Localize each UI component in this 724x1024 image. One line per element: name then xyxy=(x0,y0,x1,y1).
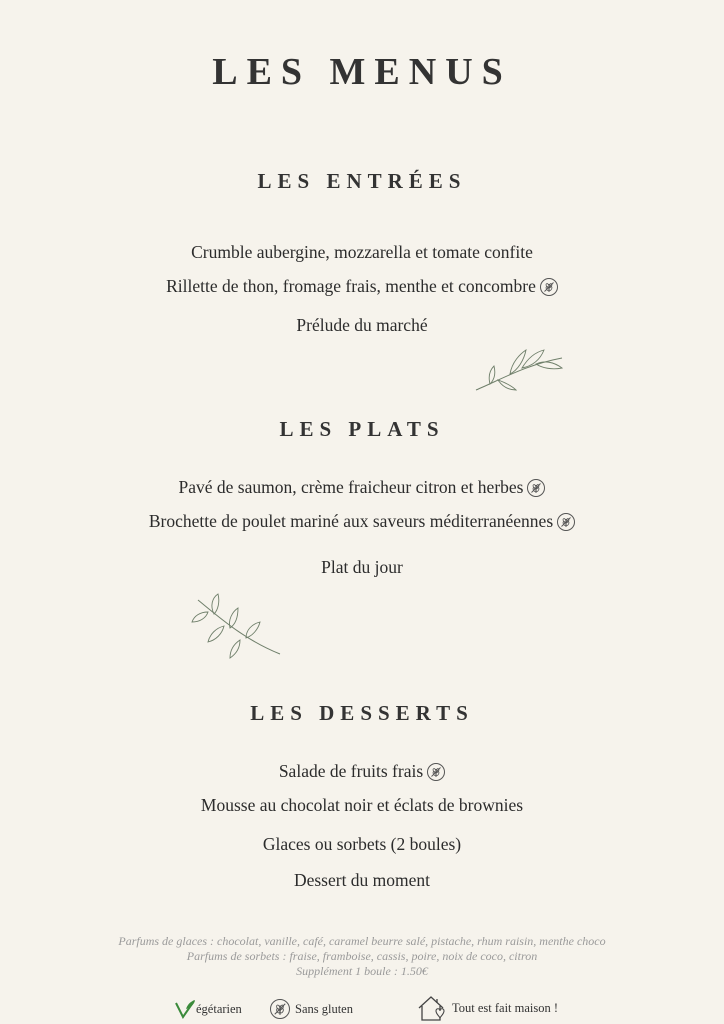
section-heading-entrees: LES ENTRÉES xyxy=(257,169,467,193)
menu-item xyxy=(0,276,724,297)
menu-item xyxy=(0,870,724,891)
legend-gluten-free xyxy=(270,998,353,1020)
menu-item xyxy=(0,795,724,816)
section-heading-plats: LES PLATS xyxy=(279,417,445,441)
menu-item-label: Crumble aubergine, mozzarella et tomate confite xyxy=(191,242,533,262)
wheat-crossed-icon xyxy=(270,999,290,1019)
menu-item-label: Plat du jour xyxy=(321,557,403,577)
menu-item-label: Rillette de thon, fromage frais, menthe et concombre xyxy=(166,276,536,296)
menu-item-label: Dessert du moment xyxy=(293,870,431,890)
menu-item xyxy=(0,511,724,532)
menu-item-label: Mousse au chocolat noir et éclats de brownies xyxy=(200,795,524,815)
sorbet-flavours: Parfums de sorbets : fraise, framboise, cassis, poire, noix de coco, citron xyxy=(186,949,538,963)
flavours-note xyxy=(0,934,724,979)
gluten-free-icon xyxy=(540,278,558,296)
legend-vegetarian xyxy=(174,998,242,1020)
leaf-v-icon xyxy=(174,999,196,1019)
menu-item-label: Prélude du marché xyxy=(296,315,428,335)
legend-homemade-label: Tout est fait maison ! xyxy=(452,1000,559,1015)
legend-homemade xyxy=(416,994,558,1022)
house-heart-icon xyxy=(416,994,448,1022)
menu-item-label: Salade de fruits frais xyxy=(278,761,424,781)
ice-cream-flavours: Parfums de glaces : chocolat, vanille, café, caramel beurre salé, pistache, rhum raisin, menthe choco xyxy=(118,934,606,948)
menu-item-label: Glaces ou sorbets (2 boules) xyxy=(262,834,462,854)
extra-scoop-price: Supplément 1 boule : 1.50€ xyxy=(296,964,428,978)
gluten-free-icon xyxy=(557,513,575,531)
olive-branch-icon xyxy=(190,592,285,662)
section-heading-desserts: LES DESSERTS xyxy=(250,701,474,725)
menu-item xyxy=(0,761,724,782)
gluten-free-icon xyxy=(427,763,445,781)
menu-item xyxy=(0,477,724,498)
page-title: LES MENUS xyxy=(212,51,512,93)
legend-vegetarian-label: égétarien xyxy=(196,1001,242,1016)
legend-gluten-free-label: Sans gluten xyxy=(295,1001,353,1016)
menu-item-label: Pavé de saumon, crème fraicheur citron et herbes xyxy=(178,477,524,497)
menu-item xyxy=(0,242,724,263)
menu-item-label: Brochette de poulet mariné aux saveurs méditerranéennes xyxy=(148,511,554,531)
menu-item xyxy=(0,557,724,578)
menu-item xyxy=(0,834,724,855)
olive-branch-icon xyxy=(470,340,570,395)
menu-item xyxy=(0,315,724,336)
gluten-free-icon xyxy=(527,479,545,497)
